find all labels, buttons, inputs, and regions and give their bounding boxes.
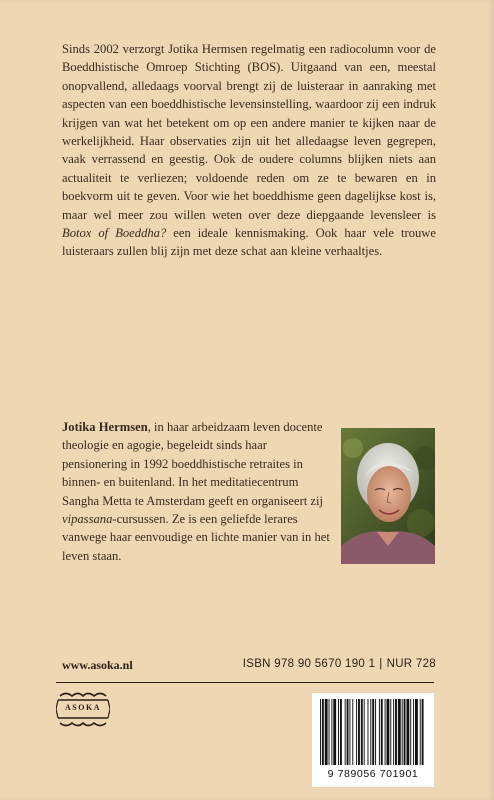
barcode [312,693,434,787]
footer-row [62,658,436,676]
isbn-line [243,658,436,670]
bio-part-2: -cursussen. Ze is een geliefde lerares vanwege haar eenvoudige en lichte manier van in het leven staan. [62,512,330,563]
isbn-number: ISBN 978 90 5670 190 1 [242,658,376,670]
isbn-separator: | [379,658,383,670]
blurb-part-2: een ideale kennismaking. Ook haar vele trouwe luisteraars zullen blij zijn met deze schat aan kleine verhaaltjes. [62,226,436,259]
asoka-logo [56,690,110,730]
author-bio [62,418,330,565]
author-name: Jotika Hermsen [62,420,148,434]
author-photo [341,428,435,564]
barcode-digits: 9 789056 701901 [327,768,419,780]
bio-term: vipassana [62,512,113,527]
nur-code: NUR 728 [386,658,436,670]
blurb-text [62,40,436,261]
blurb-part-1: Sinds 2002 verzorgt Jotika Hermsen regelmatig een radiocolumn voor de Boeddhistische Omroep Stichting (BOS). Uitgaand van een, meestal onopvallend, alledaags voorval brengt zij de luisteraar in aanraking met aspecten van een boeddhistische levensinstelling, waardoor zij een indruk krijgen van wat het betekent om op een andere manier te kijken naar de werkelijkheid. Haar observaties zijn uit het alledaagse leven gegrepen, vaak verrassend en geestig. Ook de oudere columns blijken niets aan actualiteit te verliezen; voldoende reden om ze te bewaren en in boekvorm uit te geven. Voor wie het boeddhisme geen dagelijkse kost is, maar wel meer zou willen weten over deze diepgaande levensleer is [62,42,436,222]
bio-part-1: , in haar arbeidzaam leven docente theologie en agogie, begeleidt sinds haar pensionering in 1992 boeddhistische retraites in binnen- en buitenland. In het meditatiecentrum Sangha Metta te Amsterdam geeft en organiseert zij [62,420,324,508]
footer-divider [56,682,434,683]
barcode-bars [318,699,428,767]
publisher-website: www.asoka.nl [62,658,133,672]
book-title: Botox of Boeddha? [62,226,167,241]
logo-text: ASOKA [65,703,101,712]
